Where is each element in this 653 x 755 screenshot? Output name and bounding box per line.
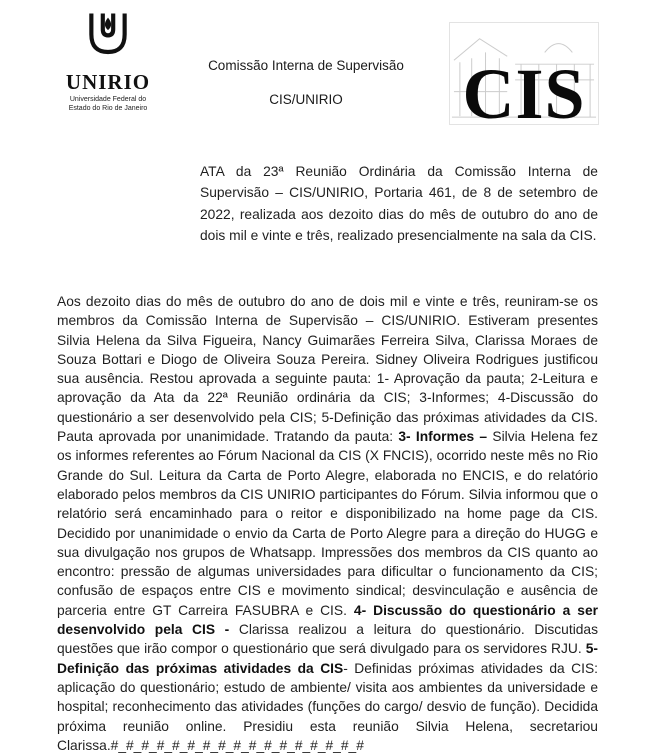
body-segment-atividades: - Definidas próximas atividades da CIS: aplicação do questionário; estudo de ambiente/ visita aos ambientes da universidade e hospital; reconhecimento das atividades (funções do cargo/ desvio de função). Decidida próxima reunião online. Presidiu esta reunião Silvia Helena, secretariou Clarissa.#_#_#_#_#_#_#_#_#_#_#_#_#_#_#_#_# — [57, 660, 598, 753]
body-segment-heading-questionario: 4- Discussão do questionário a ser desenvolvido pela CIS - — [57, 602, 598, 638]
unirio-emblem-icon — [82, 10, 134, 68]
ata-body-block — [57, 292, 598, 755]
committee-subtitle: CIS/UNIRIO — [269, 92, 343, 107]
body-segment-heading-atividades: 5-Definição das próximas atividades da CIS — [57, 641, 598, 676]
unirio-subtitle-line1: Universidade Federal do — [69, 96, 147, 103]
body-segment-informes: Silvia Helena fez os informes referentes ao Fórum Nacional da CIS (X FNCIS), ocorrido neste mês no Rio Grande do Sul. Leitura da Carta de Porto Alegre, elaborada no ENCIS, e do relatório elaborado pelos membros da CIS UNIRIO participantes do Fórum. Silvia informou que o relatório será encaminhado para o reitor e disponibilizado na home page da CIS. Decidido por unanimidade o envio da Carta de Porto Alegre para a direção do HUGG e sua divulgação nos grupos de Whatsapp. Impressões dos membros da CIS quanto ao encontro: pressão de algumas universidades para dificultar o funcionamento da CIS; confusão de espaços entre CIS e movimento sindical; desvinculação e ausência de parceria entre GT Carreira FASUBRA e CIS. — [57, 429, 598, 618]
body-segment-heading-informes: 3- Informes – — [398, 429, 493, 445]
cis-logo — [449, 22, 599, 134]
unirio-wordmark: UNIRIO — [65, 70, 151, 94]
unirio-logo — [56, 10, 160, 113]
ata-caption-block — [200, 161, 598, 246]
committee-title: Comissão Interna de Supervisão — [208, 58, 404, 73]
document-header — [0, 0, 653, 145]
unirio-subtitle-line2: Estado do Rio de Janeiro — [68, 105, 148, 113]
body-segment-intro: Aos dezoito dias do mês de outubro do ano de dois mil e vinte e três, reuniram-se os membros da Comissão Interna de Supervisão – CIS/UNIRIO. Estiveram presentes Silvia Helena da Silva Figueira, Nancy Guimarães Ferreira Silva, Clarissa Moraes de Souza Bottari e Diogo de Oliveira Souza Pereira. Sidney Oliveira Rodrigues justificou sua ausência. Restou aprovada a seguinte pauta: 1- Aprovação da pauta; 2-Leitura e aprovação da Ata da 22ª Reunião ordinária da CIS; 3-Informes; 4-Discussão do questionário a ser desenvolvido pela CIS; 5-Definição das próximas atividades da CIS. Pauta aprovada por unanimidade. Tratando da pauta: — [57, 294, 598, 445]
ata-caption-text: ATA da 23ª Reunião Ordinária da Comissão Interna de Supervisão – CIS/UNIRIO, Portaria 461, de 8 de setembro de 2022, realizada aos dezoito dias do mês de outubro do ano de dois mil e vinte e três, realizado presencialmente na sala da CIS. — [200, 164, 598, 243]
header-title-block — [178, 58, 434, 107]
body-segment-questionario: Clarissa realizou a leitura do questionário. Discutidas questões que irão compor o questionário que será divulgado para os servidores RJU. — [57, 622, 598, 657]
cis-logo-text: CIS — [462, 53, 586, 134]
ata-body-paragraph — [57, 292, 598, 755]
